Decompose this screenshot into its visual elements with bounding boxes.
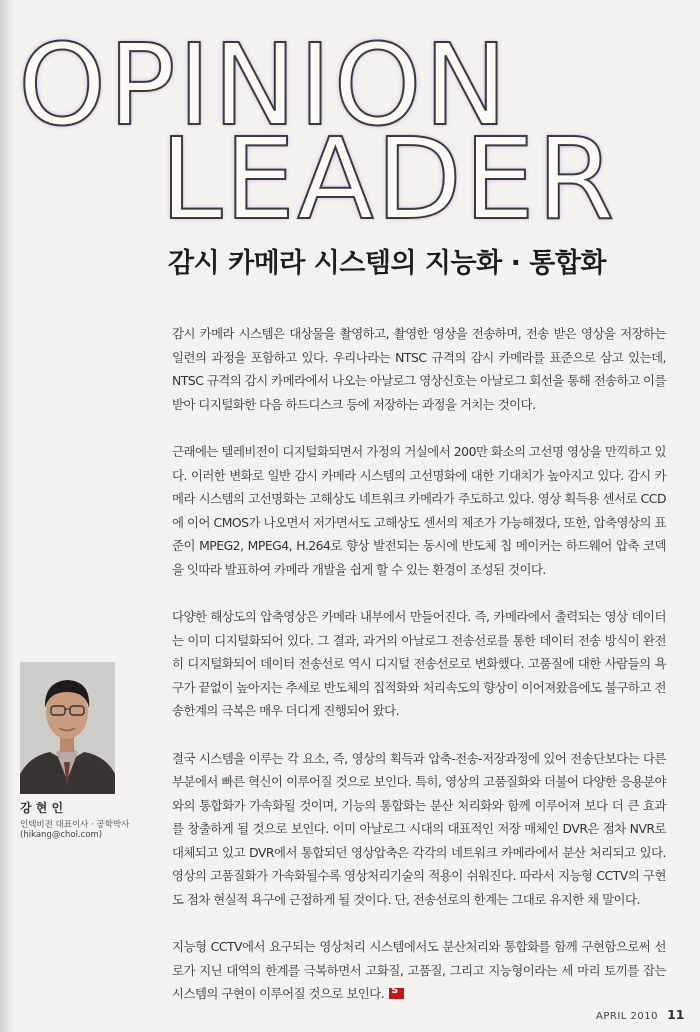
article-body bbox=[172, 322, 666, 1030]
author-photo bbox=[20, 662, 115, 794]
page-number: 11 bbox=[667, 1007, 685, 1022]
author-portrait-image bbox=[20, 662, 115, 794]
author-role: 인텍비전 대표이사 · 공학박사 bbox=[20, 820, 130, 830]
page-footer bbox=[596, 1004, 684, 1023]
article-paragraph-2: 근래에는 텔레비전이 디지털화되면서 가정의 거실에서 200만 화소의 고선명 영상을 만끽하고 있다. 이러한 변화로 일반 감시 카메라 시스템의 고선명화에 대한 기대치가 높아지고 있다. 감시 카메라 시스템의 고선명화는 고해상도 네트워크 카메라가 주도하고 있다. 영상 획득용 센서로 CCD에 이어 CMOS가 나오면서 저가면서도 고해상도 센서의 제조가 가능해졌다, 또한, 압축영상의 표준이 MPEG2, MPEG4, H.264로 향상 발전되는 동시에 반도체 칩 메이커는 하드웨어 압축 코덱을 잇따라 발표하여 카메라 개발을 쉽게 할 수 있는 환경이 조성된 것이다. bbox=[172, 444, 666, 577]
article-paragraph-5 bbox=[172, 935, 666, 1006]
article-paragraph-4: 결국 시스템을 이루는 각 요소, 즉, 영상의 획득과 압축-전송-저장과정에 있어 전송단보다는 다른 부분에서 빠른 혁신이 이루어질 것으로 보인다. 특히, 영상의 고품질화와 더불어 다양한 응용분야와의 통합화가 가속화될 것이며, 기능의 통합화는 분산 처리화와 함께 이루어져 보다 더 큰 효과를 창출하게 될 것으로 보인다. 이미 아날로그 시대의 대표적인 저장 매체인 DVR은 점차 NVR로 대체되고 있고 DVR에서 통합되던 영상압축은 각각의 네트워크 카메라에서 분산 처리되고 있다. 영상의 고품질화가 가속화될수록 영상처리기술의 적용이 쉬워진다. 따라서 지능형 CCTV의 구현도 점차 현실적 욕구에 근접하게 될 것이다. 단, 전송선로의 한계는 그대로 유지한 채 말이다. bbox=[172, 750, 666, 907]
author-name: 강 현 인 bbox=[20, 801, 64, 815]
issue-date: APRIL 2010 bbox=[596, 1011, 658, 1022]
article-paragraph-1: 감시 카메라 시스템은 대상물을 촬영하고, 촬영한 영상을 전송하며, 전송 받은 영상을 저장하는 일련의 과정을 포함하고 있다. 우리나라는 NTSC 규격의 감시 카메라를 표준으로 삼고 있는데, NTSC 규격의 감시 카메라에서 나오는 아날로그 영상신호는 아날로그 회선을 통해 전송하고 이를 받아 디지털화한 다음 하드디스크 등에 저장하는 과정을 거치는 것이다. bbox=[172, 326, 666, 412]
page-spine-shadow bbox=[0, 0, 14, 1032]
title-leader: LEADER bbox=[160, 115, 617, 245]
article-paragraph-3: 다양한 해상도의 압축영상은 카메라 내부에서 만들어진다. 즉, 카메라에서 출력되는 영상 데이터는 이미 디지털화되어 있다. 그 결과, 과거의 아날로그 전송선로를 통한 데이터 전송 방식이 완전히 디지털화되어 데이터 전송선로 역시 디지털 전송선로로 변화했다. 고품질에 대한 사람들의 욕구가 끝없이 높아지는 추세로 반도체의 집적화와 처리속도의 향상이 이어져왔음에도 불구하고 전송한계의 극복은 매우 더디게 진행되어 왔다. bbox=[172, 609, 666, 718]
author-email: (hikang@chol.com) bbox=[20, 830, 103, 840]
article-paragraph-5-text: 지능형 CCTV에서 요구되는 영상처리 시스템에서도 분산처리와 통합화를 함께 구현함으로써 선로가 지닌 대역의 한계를 극복하면서 고화질, 고품질, 그리고 지능형이라는 세 마리 토끼를 잡는 시스템의 구현이 이루어질 것으로 보인다. bbox=[172, 939, 666, 1001]
title-opinion: OPINION bbox=[18, 21, 510, 151]
article-subtitle: 감시 카메라 시스템의 지능화 · 통합화 bbox=[168, 248, 606, 279]
sp-logo-icon bbox=[389, 988, 404, 999]
